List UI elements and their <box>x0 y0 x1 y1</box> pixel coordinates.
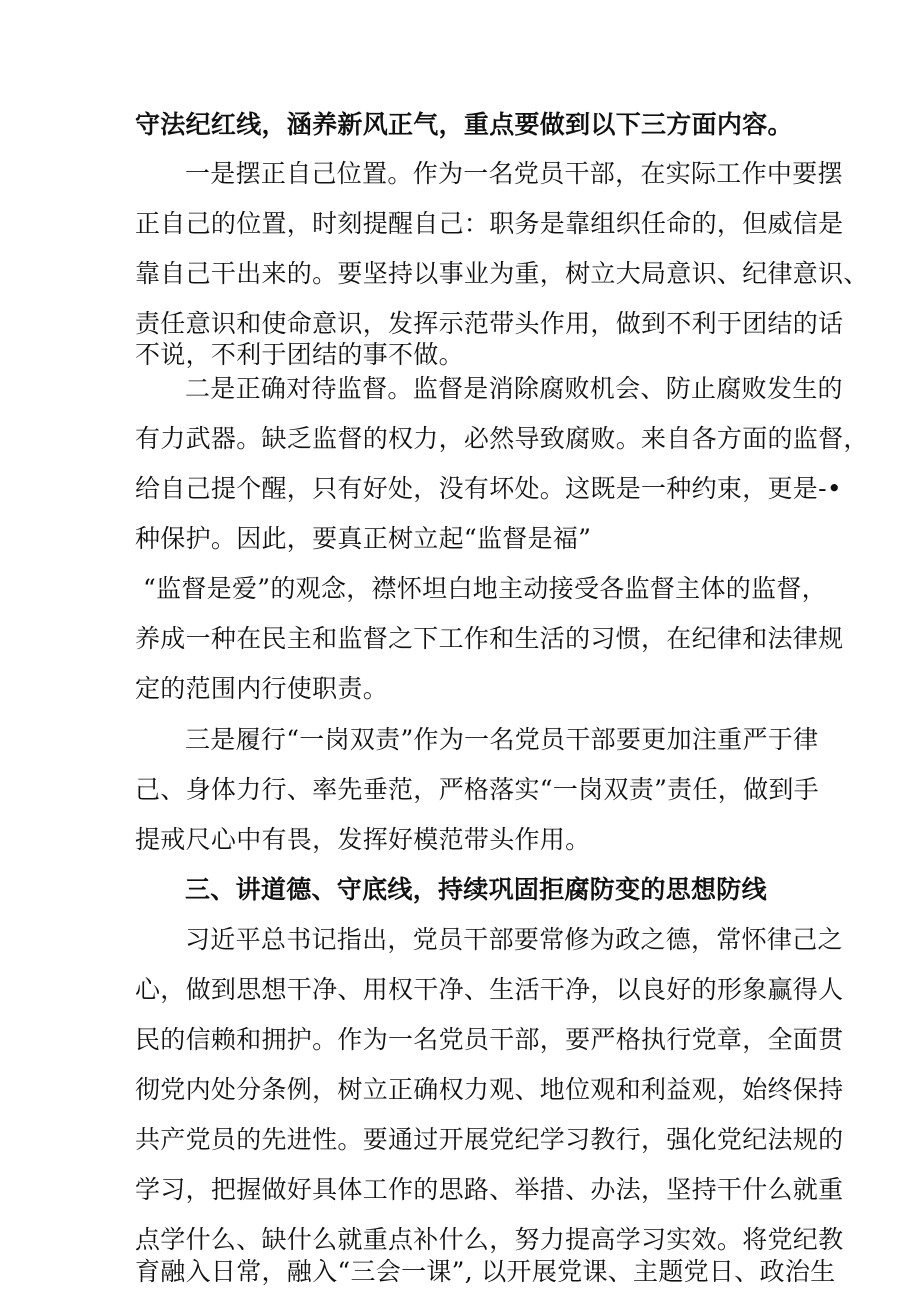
section-heading: 三、讲道德、守底线，持续巩固拒腐防变的思想防线 <box>185 875 767 904</box>
paragraph-line: 己、身体力行、率先垂范，严格落实“一岗双责”责任，做到手 <box>135 775 819 804</box>
paragraph-line: 种保护。因此，要真正树立起“监督是福” <box>135 524 592 553</box>
paragraph-line: 有力武器。缺乏监督的权力，必然导致腐败。来自各方面的监督， <box>135 424 869 453</box>
paragraph-line: 学习，把握做好具体工作的思路、举措、办法，坚持干什么就重 <box>135 1175 844 1204</box>
paragraph-line: 一是摆正自己位置。作为一名党员干部，在实际工作中要摆 <box>185 159 843 188</box>
paragraph-line: 靠自己干出来的。要坚持以事业为重，树立大局意识、纪律意识、 <box>135 259 869 288</box>
paragraph-line: 不说，不利于团结的事不做。 <box>135 340 464 369</box>
paragraph-line: “监督是爱”的观念，襟怀坦白地主动接受各监督主体的监督， <box>143 574 827 603</box>
paragraph-line: 二是正确对待监督。监督是消除腐败机会、防止腐败发生的 <box>185 374 843 403</box>
paragraph-line: 育融入日常，融入“三会一课”, 以开展党课、主题党日、政治生 <box>135 1257 836 1286</box>
paragraph-line: 定的范围内行使职责。 <box>135 674 389 703</box>
paragraph-line: 彻党内处分条例，树立正确权力观、地位观和利益观，始终保持 <box>135 1075 844 1104</box>
paragraph-line: 点学什么、缺什么就重点补什么，努力提高学习实效。将党纪教 <box>135 1225 844 1254</box>
paragraph-line: 正自己的位置，时刻提醒自己：职务是靠组织任命的，但威信是 <box>135 209 844 238</box>
paragraph-line: 共产党员的先进性。要通过开展党纪学习教行，强化党纪法规的 <box>135 1125 844 1154</box>
paragraph-line: 提戒尺心中有畏，发挥好模范带头作用。 <box>135 825 591 854</box>
paragraph-line: 责任意识和使命意识，发挥示范带头作用，做到不利于团结的话 <box>135 309 844 338</box>
paragraph-line: 习近平总书记指出，党员干部要常修为政之德，常怀律己之 <box>185 925 843 954</box>
paragraph-line: 民的信赖和拥护。作为一名党员干部，要严格执行党章，全面贯 <box>135 1025 844 1054</box>
paragraph-line: 守法纪红线，涵养新风正气，重点要做到以下三方面内容。 <box>135 110 793 139</box>
paragraph-line: 心，做到思想干净、用权干净、生活干净，以良好的形象赢得人 <box>135 975 844 1004</box>
paragraph-line: 养成一种在民主和监督之下工作和生活的习惯，在纪律和法律规 <box>135 624 844 653</box>
paragraph-line: 给自己提个醒，只有好处，没有坏处。这既是一种约束，更是-• <box>135 474 842 503</box>
paragraph-line: 三是履行“一岗双责”作为一名党员干部要更加注重严于律 <box>185 725 819 754</box>
